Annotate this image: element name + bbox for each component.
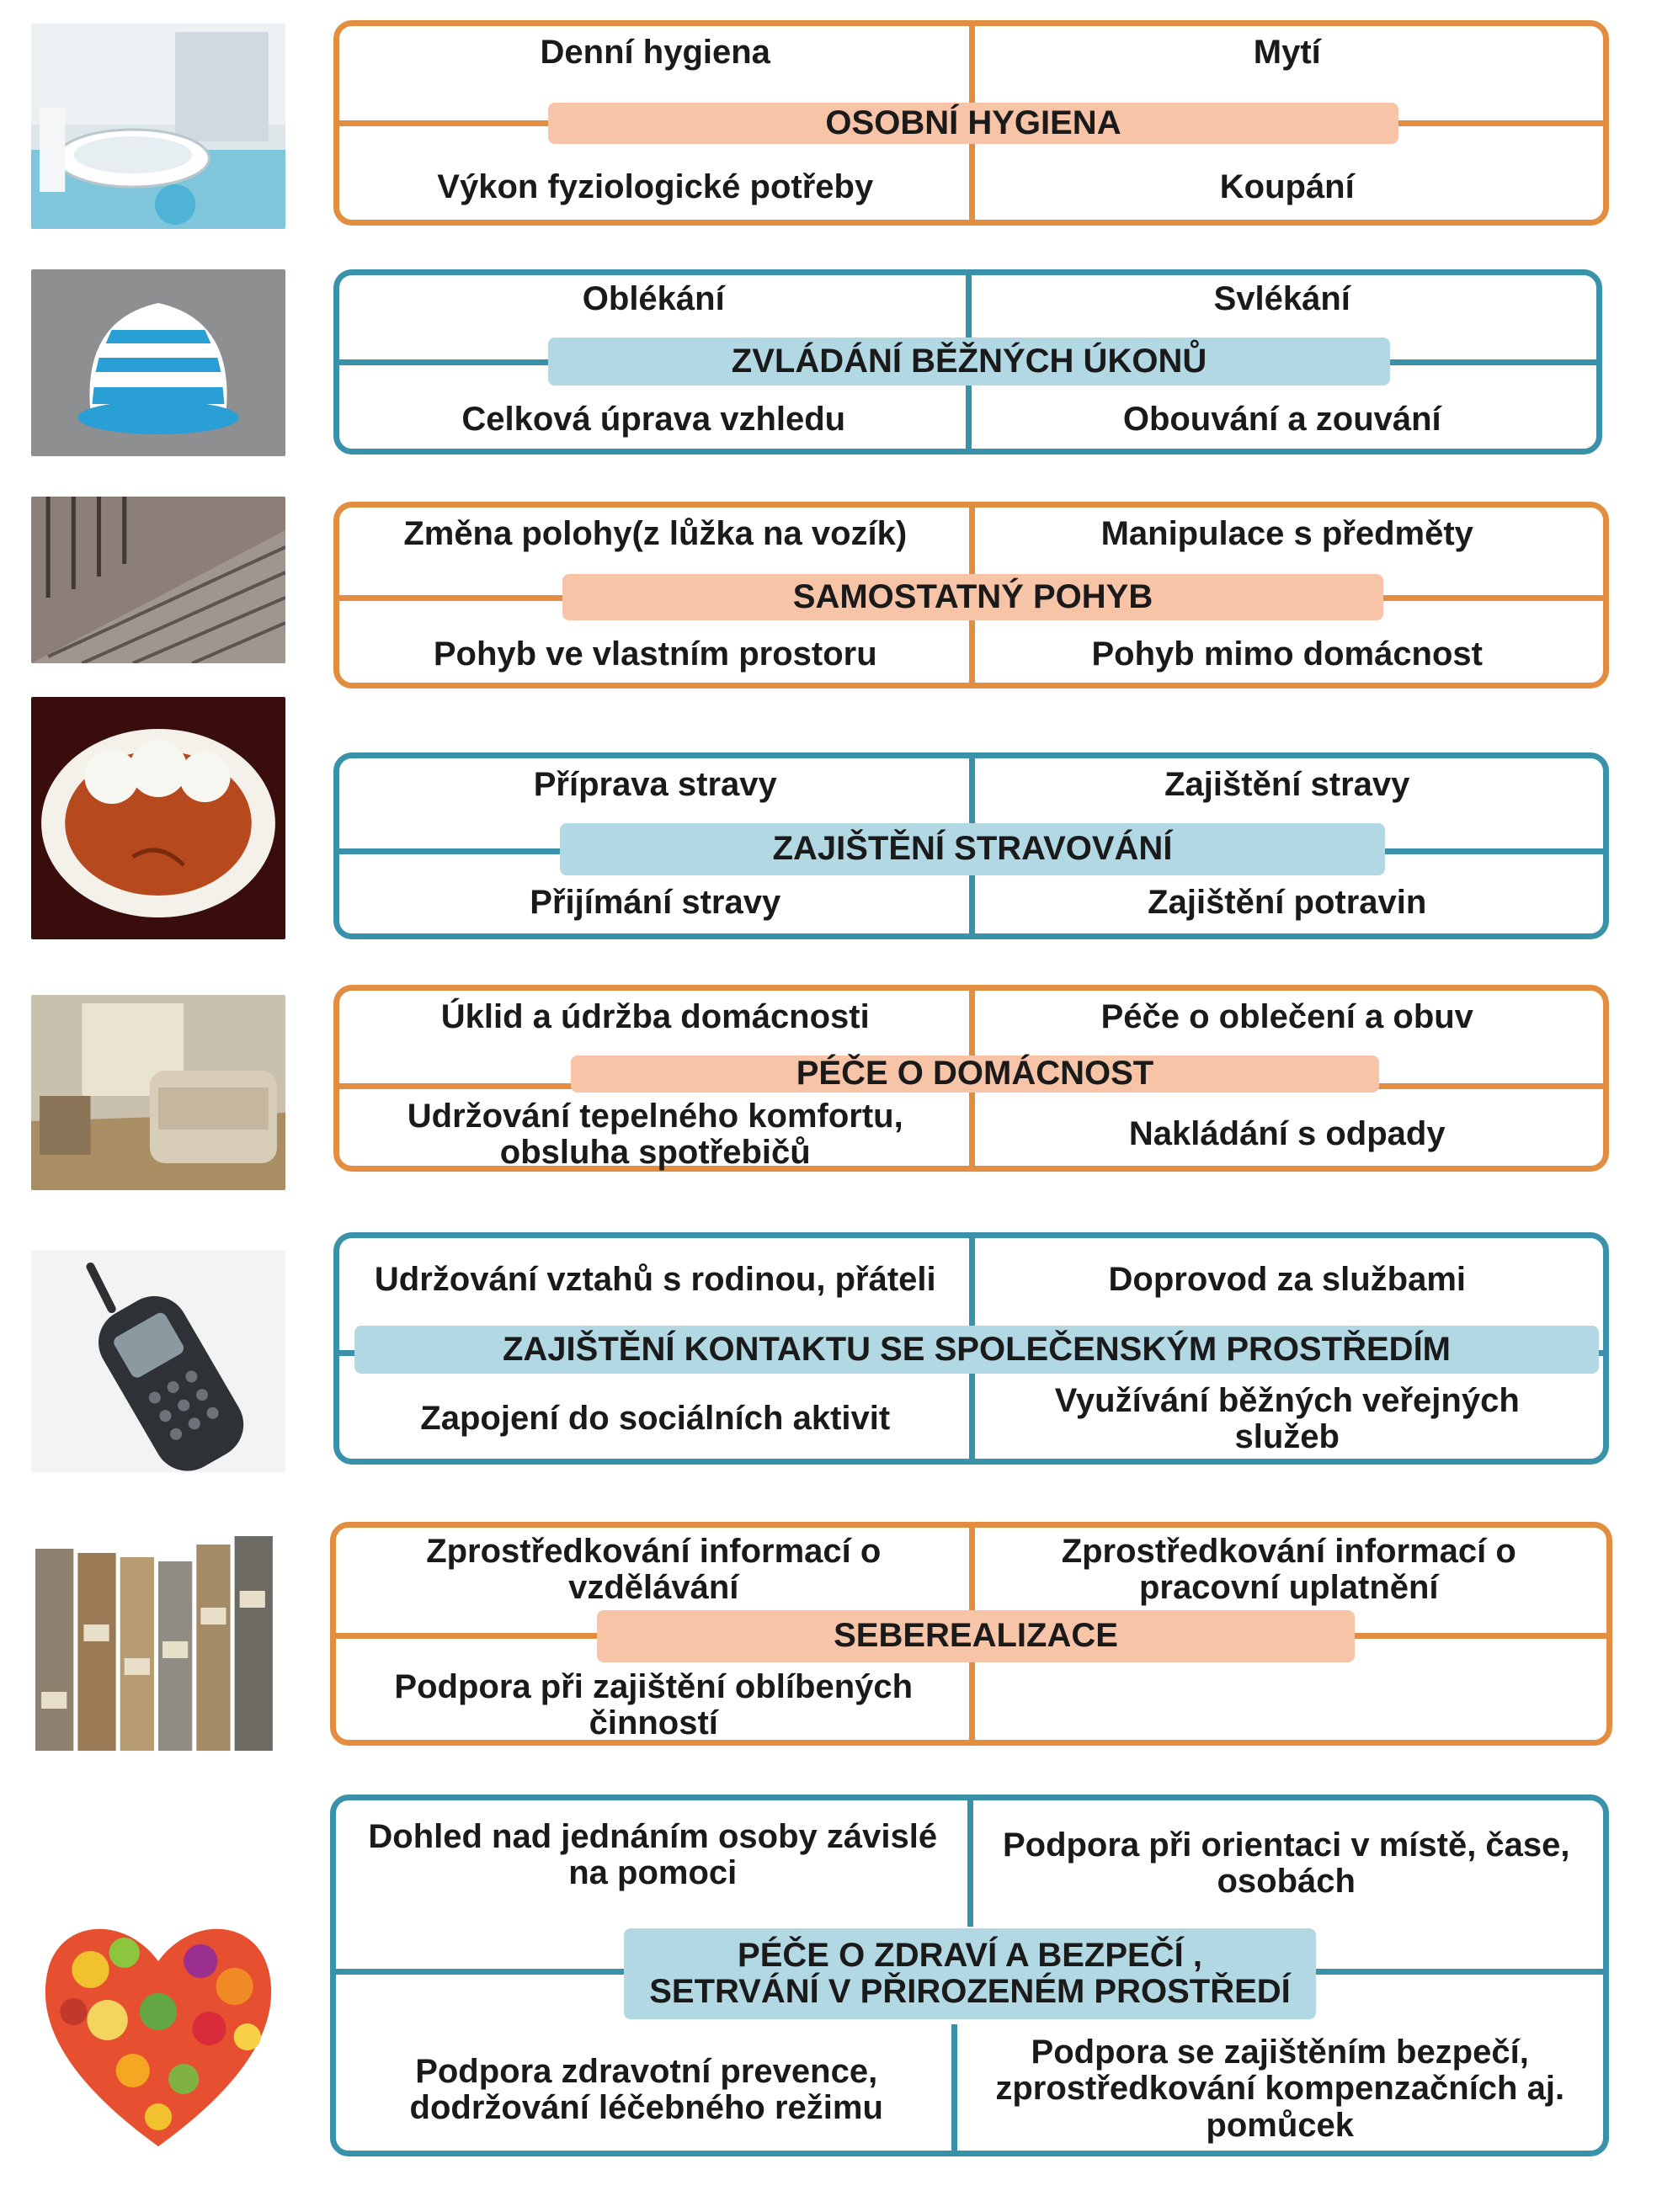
section-seberealizace (330, 1522, 1612, 1746)
activity-top-right: Doprovod za službami (1108, 1261, 1466, 1299)
section-title: SEBEREALIZACE (597, 1610, 1355, 1662)
section-title: ZAJIŠTĚNÍ STRAVOVÁNÍ (560, 823, 1385, 875)
divider-right (1386, 359, 1596, 365)
activity-bottom-right: Využívání běžných veřejných služeb (1054, 1381, 1520, 1455)
books-photo (31, 1532, 285, 1754)
activity-bottom-left: Zapojení do sociálních aktivit (420, 1400, 891, 1438)
stairs-photo (31, 497, 285, 663)
activity-bottom-right: Obouvání a zouvání (1122, 401, 1441, 439)
meal-plate-photo (31, 697, 285, 939)
divider-left (336, 1969, 626, 1975)
activity-bottom-right: Pohyb mimo domácnost (1091, 635, 1483, 673)
activity-top-right: Zajištění stravy (1164, 766, 1410, 804)
section-osobni-hygiena (333, 20, 1609, 226)
activity-top-left: Změna polohy(z lůžka na vozík) (403, 515, 908, 553)
knitted-hat-photo (31, 269, 285, 456)
divider-right (1367, 1083, 1603, 1089)
section-zajisteni-kontaktu (333, 1232, 1609, 1465)
activity-top-right: Péče o oblečení a obuv (1100, 998, 1473, 1036)
activity-bottom-right: Nakládání s odpady (1128, 1115, 1446, 1153)
section-title: ZVLÁDÁNÍ BĚŽNÝCH ÚKONŮ (548, 338, 1390, 386)
activity-bottom-right: Zajištění potravin (1148, 884, 1427, 922)
activity-top-left: Oblékání (582, 280, 725, 318)
divider-right (1345, 1633, 1606, 1639)
divider-left (339, 359, 550, 365)
divider-left (339, 120, 550, 126)
section-title: SAMOSTATNÝ POHYB (562, 574, 1383, 620)
activity-bottom-left: Pohyb ve vlastním prostoru (433, 635, 877, 673)
activity-top-left: Úklid a údržba domácnosti (440, 998, 870, 1036)
activity-bottom-right: Podpora se zajištěním bezpečí, zprostředkování kompenzačních aj. pomůcek (995, 2034, 1565, 2144)
activity-top-right: Manipulace s předměty (1100, 515, 1473, 553)
section-pece-o-domacnost (333, 985, 1609, 1172)
activity-top-right: Podpora při orientaci v místě, čase, osobách (1002, 1826, 1570, 1900)
activity-bottom-left: Podpora zdravotní prevence, dodržování léčebného režimu (409, 2052, 883, 2126)
activity-top-left: Zprostředkování informací o vzdělávání (426, 1532, 882, 1606)
divider-right (1393, 120, 1603, 126)
section-title: PÉČE O DOMÁCNOST (571, 1055, 1379, 1093)
activity-bottom-left: Celková úprava vzhledu (461, 401, 846, 439)
divider-left (339, 595, 567, 601)
activity-top-left: Udržování vztahů s rodinou, přáteli (374, 1261, 936, 1299)
activity-top-left: Denní hygiena (540, 34, 770, 72)
activity-bottom-left: Výkon fyziologické potřeby (437, 168, 874, 206)
section-samostatny-pohyb (333, 502, 1609, 689)
activity-bottom-left: Podpora při zajištění oblíbených činností (394, 1667, 914, 1741)
activity-top-right: Mytí (1253, 34, 1321, 72)
activity-bottom-left: Udržování tepelného komfortu, obsluha spotřebičů (407, 1097, 903, 1171)
section-title: PÉČE O ZDRAVÍ A BEZPEČÍ , SETRVÁNÍ V PŘIROZENÉM PROSTŘEDÍ (624, 1928, 1316, 2019)
divider-right (1380, 848, 1603, 854)
section-zajisteni-stravovani (333, 752, 1609, 939)
divider-left (339, 1083, 575, 1089)
section-pece-o-zdravi-a-bezpeci (330, 1795, 1609, 2156)
activity-top-right: Zprostředkování informací o pracovní uplatnění (1061, 1532, 1516, 1606)
activity-bottom-left: Přijímání stravy (530, 884, 781, 922)
fruit-heart-photo (31, 1894, 285, 2156)
activity-bottom-right: Koupání (1219, 168, 1355, 206)
divider-left (336, 1633, 597, 1639)
bathroom-photo (31, 24, 285, 229)
activity-bottom-right (972, 1667, 1607, 1743)
section-zvladani-beznych-ukonu (333, 269, 1602, 455)
divider-left (339, 848, 562, 854)
mobile-phone-photo (31, 1250, 285, 1472)
divider-right (1313, 1969, 1603, 1975)
activity-top-right: Svlékání (1213, 280, 1350, 318)
divider-right (1376, 595, 1603, 601)
section-title: ZAJIŠTĚNÍ KONTAKTU SE SPOLEČENSKÝM PROSTŘEDÍM (354, 1326, 1599, 1374)
living-room-photo (31, 995, 285, 1190)
activity-top-left: Příprava stravy (533, 766, 777, 804)
activity-top-left: Dohled nad jednáním osoby závislé na pomoci (368, 1817, 938, 1891)
section-title: OSOBNÍ HYGIENA (548, 103, 1398, 144)
